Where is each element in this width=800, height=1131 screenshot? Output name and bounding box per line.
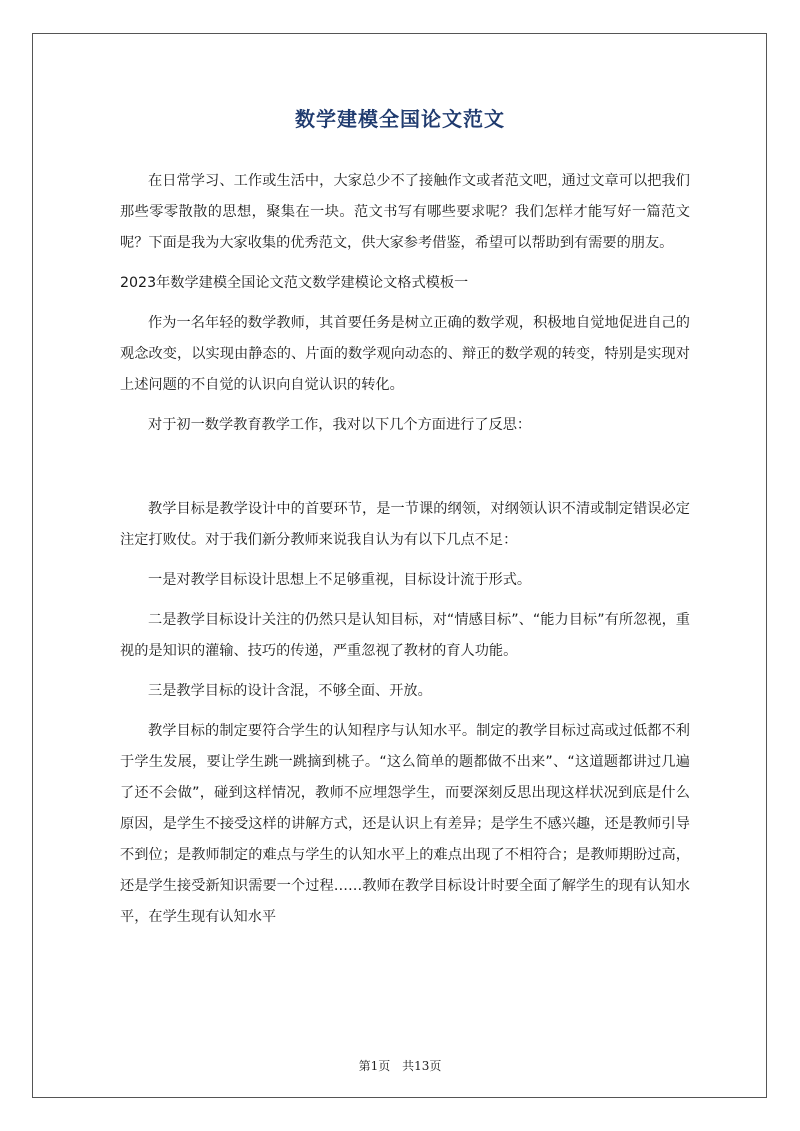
paragraph-reflection-intro: 对于初一数学教育教学工作，我对以下几个方面进行了反思： [148, 417, 532, 433]
paragraph-teaching-goals: 教学目标是教学设计中的首要环节，是一节课的纲领，对纲领认识不清或制定错误必定注定打败仗。对于我们新分教师来说我自认为有以下几点不足： [120, 501, 690, 548]
page-footer [0, 1057, 800, 1074]
paragraph-cognitive-level: 教学目标的制定要符合学生的认知程序与认知水平。制定的教学目标过高或过低都不利于学生发展，要让学生跳一跳摘到桃子。“这么简单的题都做不出来”、“这道题都讲过几遍了还不会做”，碰到这样情况，教师不应埋怨学生，而要深刻反思出现这样状况到底是什么原因，是学生不接受这样的讲解方式，还是认识上有差异；是学生不感兴趣，还是教师引导不到位；是教师制定的难点与学生的认知水平上的难点出现了不相符合；是教师期盼过高，还是学生接受新知识需要一个过程……教师在教学目标设计时要全面了解学生的现有认知水平，在学生现有认知水平 [120, 723, 690, 925]
document-body [120, 166, 690, 942]
section-heading: 2023年数学建模全国论文范文数学建模论文格式模板一 [120, 275, 469, 291]
paragraph-teacher-role: 作为一名年轻的数学教师，其首要任务是树立正确的数学观，积极地自觉地促进自己的观念改变，以实现由静态的、片面的数学观向动态的、辩正的数学观的转变，特别是实现对上述问题的不自觉的认识向自觉认识的转化。 [120, 315, 690, 393]
document-title: 数学建模全国论文范文 [295, 107, 505, 131]
paragraph-gap [120, 450, 690, 494]
page-total: 共13页 [402, 1059, 442, 1073]
paragraph-point-three: 三是教学目标的设计含混，不够全面、开放。 [148, 683, 432, 699]
paragraph-point-one: 一是对教学目标设计思想上不足够重视，目标设计流于形式。 [148, 572, 532, 588]
paragraph-point-two: 二是教学目标设计关注的仍然只是认知目标，对“情感目标”、“能力目标”有所忽视，重视的是知识的灌输、技巧的传递，严重忽视了教材的育人功能。 [120, 612, 690, 659]
page-number: 第1页 [358, 1059, 391, 1073]
paragraph-intro: 在日常学习、工作或生活中，大家总少不了接触作文或者范文吧，通过文章可以把我们那些零零散散的思想，聚集在一块。范文书写有哪些要求呢？我们怎样才能写好一篇范文呢？下面是我为大家收集的优秀范文，供大家参考借鉴，希望可以帮助到有需要的朋友。 [120, 173, 690, 251]
